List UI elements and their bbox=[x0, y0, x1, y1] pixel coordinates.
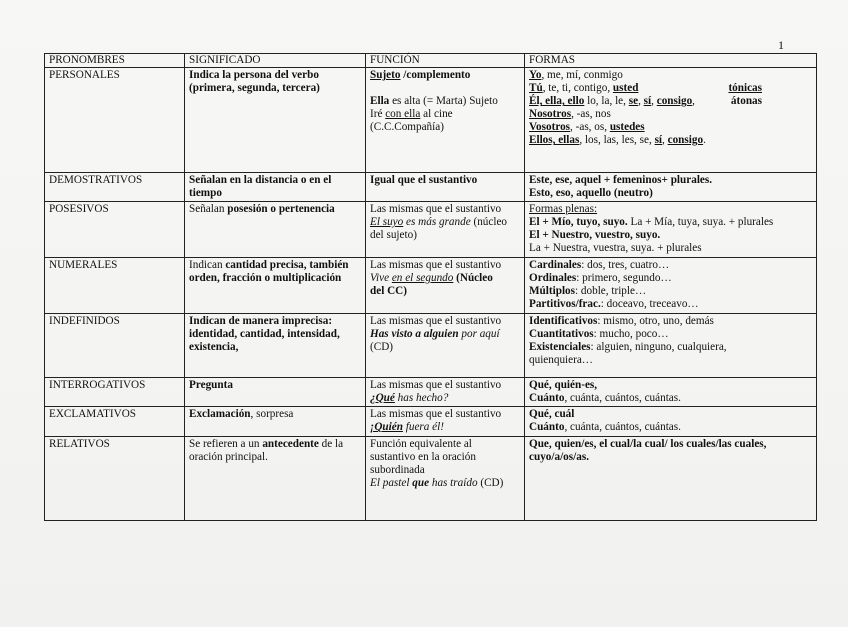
cell-meaning: Pregunta bbox=[185, 377, 366, 406]
cell-name: NUMERALES bbox=[45, 258, 185, 314]
cell-meaning: Indican cantidad precisa, también orden, fracción o multiplicación bbox=[185, 258, 366, 314]
table-row-posesivos bbox=[45, 202, 817, 258]
page-number: 1 bbox=[778, 38, 784, 52]
cell-meaning: Se refieren a un antecedente de la oración principal. bbox=[185, 436, 366, 520]
cell-forms: Yo, me, mí, conmigo Tú, te, ti, contigo, usted tónicas Él, ella, ello lo, la, le, se, sí, consigo, átonas Nosotros, -as, nos Vosotros, -as, os, ustedes Ellos, ellas, los, las, les, se, sí, consigo. bbox=[525, 68, 817, 173]
cell-meaning: Indica la persona del verbo (primera, segunda, tercera) bbox=[185, 68, 366, 173]
cell-forms: Que, quien/es, el cual/la cual/ los cuales/las cuales, cuyo/a/os/as. bbox=[525, 436, 817, 520]
table-row-personales bbox=[45, 68, 817, 173]
cell-forms: Este, ese, aquel + femeninos+ plurales. Esto, eso, aquello (neutro) bbox=[525, 172, 817, 201]
cell-meaning: Señalan posesión o pertenencia bbox=[185, 202, 366, 258]
cell-forms: Identificativos: mismo, otro, uno, demás Cuantitativos: mucho, poco… Existenciales: alguien, ninguno, cualquiera, quienquiera… bbox=[525, 313, 817, 377]
table-row-relativos bbox=[45, 436, 817, 520]
cell-meaning: Exclamación, sorpresa bbox=[185, 407, 366, 436]
cell-name: RELATIVOS bbox=[45, 436, 185, 520]
cell-forms: Qué, cuál Cuánto, cuánta, cuántos, cuántas. bbox=[525, 407, 817, 436]
table-row-exclamativos bbox=[45, 407, 817, 436]
cell-function: Las mismas que el sustantivo ¡Quién fuera él! bbox=[366, 407, 525, 436]
cell-function: Sujeto /complemento Ella es alta (= Marta) Sujeto Iré con ella al cine (C.C.Compañía) bbox=[366, 68, 525, 173]
cell-function: Las mismas que el sustantivo El suyo es más grande (núcleo del sujeto) bbox=[366, 202, 525, 258]
cell-name: DEMOSTRATIVOS bbox=[45, 172, 185, 201]
table-header-row bbox=[45, 54, 817, 68]
cell-function: Las mismas que el sustantivo ¿Qué has hecho? bbox=[366, 377, 525, 406]
table-row-numerales bbox=[45, 258, 817, 314]
cell-forms: Formas plenas: El + Mío, tuyo, suyo. La + Mía, tuya, suya. + plurales El + Nuestro, vuestro, suyo. La + Nuestra, vuestra, suya. + plurales bbox=[525, 202, 817, 258]
cell-meaning: Señalan en la distancia o en el tiempo bbox=[185, 172, 366, 201]
header-pronombres: PRONOMBRES bbox=[45, 54, 185, 68]
table-row-indefinidos bbox=[45, 313, 817, 377]
pronouns-table bbox=[44, 53, 817, 521]
cell-name: PERSONALES bbox=[45, 68, 185, 173]
cell-name: INDEFINIDOS bbox=[45, 313, 185, 377]
table-row-interrogativos bbox=[45, 377, 817, 406]
cell-name: INTERROGATIVOS bbox=[45, 377, 185, 406]
header-formas: FORMAS bbox=[525, 54, 817, 68]
header-funcion: FUNCIÓN bbox=[366, 54, 525, 68]
header-significado: SIGNIFICADO bbox=[185, 54, 366, 68]
cell-name: POSESIVOS bbox=[45, 202, 185, 258]
cell-function: Las mismas que el sustantivo Vive en el segundo (Núcleo del CC) bbox=[366, 258, 525, 314]
cell-name: EXCLAMATIVOS bbox=[45, 407, 185, 436]
cell-function: Función equivalente al sustantivo en la oración subordinada El pastel que has traído (CD) bbox=[366, 436, 525, 520]
table-row-demostrativos bbox=[45, 172, 817, 201]
cell-function: Las mismas que el sustantivo Has visto a alguien por aquí (CD) bbox=[366, 313, 525, 377]
cell-function: Igual que el sustantivo bbox=[366, 172, 525, 201]
cell-forms: Cardinales: dos, tres, cuatro… Ordinales: primero, segundo… Múltiplos: doble, triple… Partitivos/frac.: doceavo, treceavo… bbox=[525, 258, 817, 314]
cell-meaning: Indican de manera imprecisa: identidad, cantidad, intensidad, existencia, bbox=[185, 313, 366, 377]
cell-forms: Qué, quién-es, Cuánto, cuánta, cuántos, cuántas. bbox=[525, 377, 817, 406]
